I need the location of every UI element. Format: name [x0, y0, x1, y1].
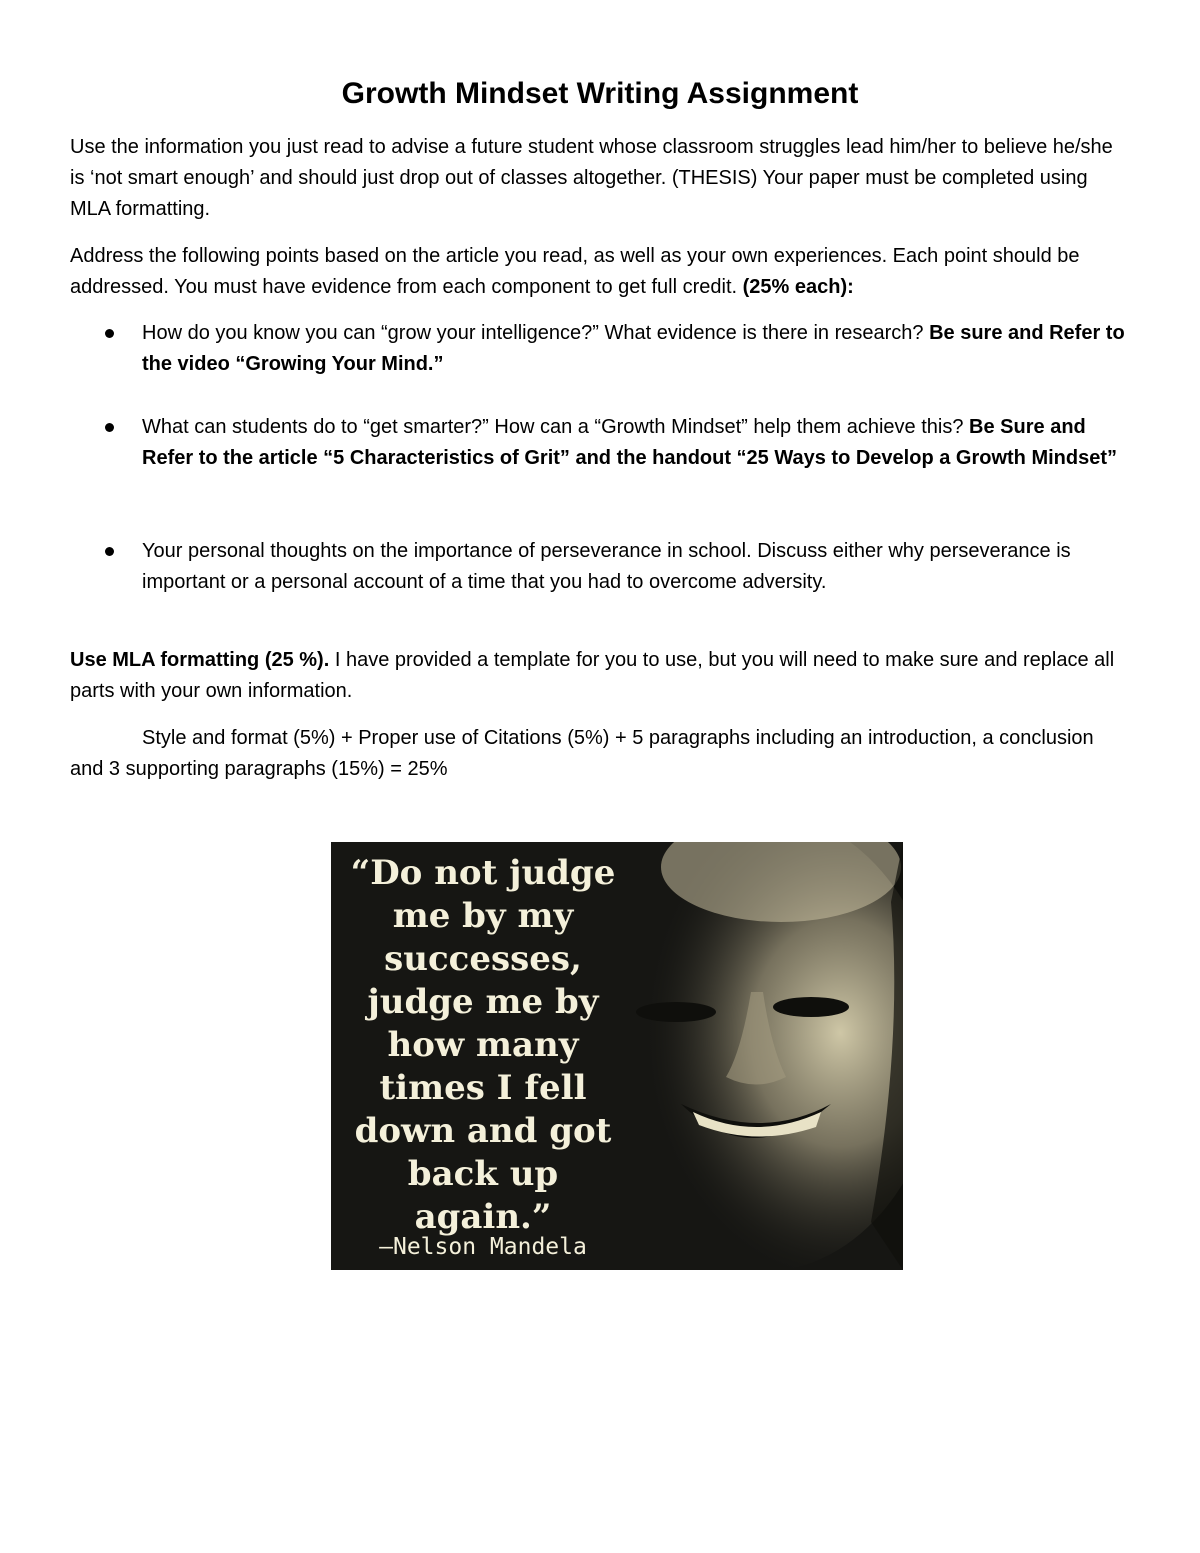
quote-line: me by my — [392, 896, 574, 936]
quote-line: “Do not judge — [350, 853, 616, 893]
intro-paragraph: Use the information you just read to advise a future student whose classroom struggles lead him/her to believe he/she is ‘not smart enough’ and should just drop out of classes altogether. (THESIS) Your paper must be completed using MLA formatting. — [70, 136, 1113, 220]
bullet-dot-icon — [105, 423, 114, 432]
bullet-text: What can students do to “get smarter?” How can a “Growth Mindset” help them achieve this? — [142, 416, 970, 438]
quote-line: again.” — [414, 1197, 552, 1237]
quote-line: judge me by — [367, 982, 599, 1022]
bullet-dot-icon — [105, 547, 114, 556]
address-points-paragraph — [70, 241, 1130, 303]
quote-line: back up — [407, 1154, 559, 1194]
mla-paragraph — [70, 645, 1130, 707]
quote-line: how many — [387, 1025, 579, 1065]
mla-bold: Use MLA formatting (25 %). — [70, 649, 330, 671]
address-points-bold: (25% each): — [742, 276, 854, 298]
bullet-bold-text: Be sure and Refer to the video “Growing Your Mind.” — [142, 322, 1125, 375]
bullet-item-2 — [100, 412, 1130, 474]
bullet-item-3 — [100, 536, 1130, 598]
page-title: Growth Mindset Writing Assignment — [341, 77, 859, 110]
mandela-quote-image — [331, 842, 903, 1270]
bullet-bold-text: Be Sure and Refer to the article “5 Characteristics of Grit” and the handout “25 Ways to Develop a Growth Mindset” — [142, 416, 1117, 469]
bullet-item-1 — [100, 318, 1130, 380]
quote-line: successes, — [384, 939, 582, 979]
address-points-text: Address the following points based on the article you read, as well as your own experiences. Each point should be addressed. You must have evidence from each component to get full credit. — [70, 245, 1080, 298]
bullet-dot-icon — [105, 329, 114, 338]
grading-text: Style and format (5%) + Proper use of Citations (5%) + 5 paragraphs including an introduction, a conclusion and 3 supporting paragraphs (15%) = 25% — [70, 727, 1094, 780]
quote-attribution: –Nelson Mandela — [379, 1234, 587, 1260]
bullet-text: How do you know you can “grow your intelligence?” What evidence is there in research? — [142, 322, 930, 344]
grading-paragraph — [70, 723, 1130, 785]
mla-text: I have provided a template for you to use, but you will need to make sure and replace all parts with your own information. — [70, 649, 1115, 702]
quote-line: down and got — [354, 1111, 612, 1151]
quote-line: times I fell — [379, 1068, 587, 1108]
bullet-text: Your personal thoughts on the importance of perseverance in school. Discuss either why perseverance is important or a personal account of a time that you had to overcome adversity. — [142, 540, 1071, 593]
